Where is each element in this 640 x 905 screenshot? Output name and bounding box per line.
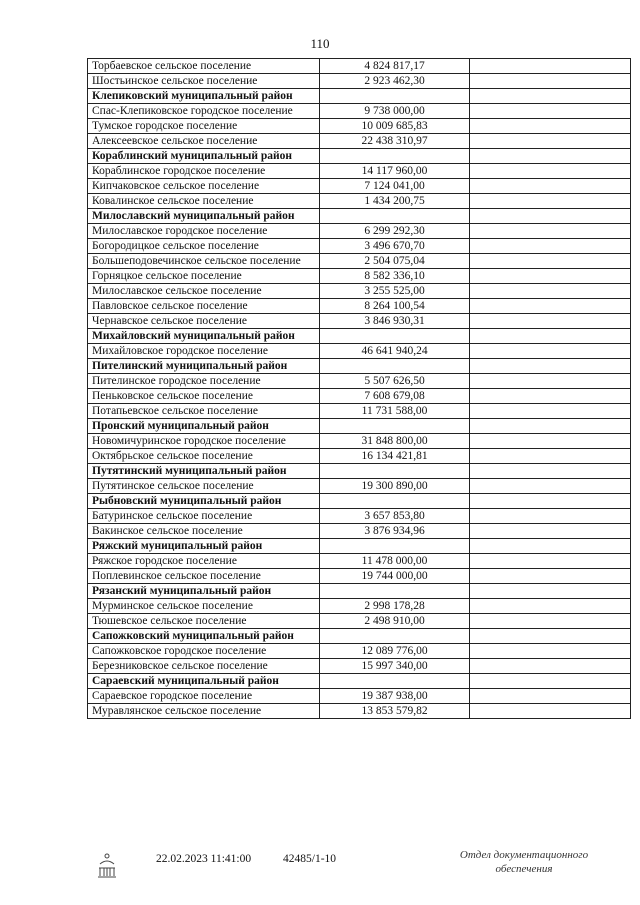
- settlement-name: Кораблинское городское поселение: [88, 164, 320, 179]
- footer-doc-number: 42485/1-10: [283, 853, 337, 865]
- empty-cell: [470, 119, 631, 134]
- empty-cell: [470, 434, 631, 449]
- table-row: [88, 104, 631, 119]
- empty-cell: [470, 344, 631, 359]
- empty-cell: [470, 329, 631, 344]
- settlement-name: Милославское городское поселение: [88, 224, 320, 239]
- table-row: [88, 404, 631, 419]
- budget-table: [87, 58, 631, 719]
- settlement-name: Милославское сельское поселение: [88, 284, 320, 299]
- settlement-name: Большеподовечинское сельское поселение: [88, 254, 320, 269]
- amount-cell: 8 264 100,54: [320, 299, 470, 314]
- district-name: Милославский муниципальный район: [88, 209, 320, 224]
- amount-cell: 12 089 776,00: [320, 644, 470, 659]
- district-name: Сараевский муниципальный район: [88, 674, 320, 689]
- amount-cell: 11 731 588,00: [320, 404, 470, 419]
- table-row: [88, 599, 631, 614]
- amount-cell: 19 744 000,00: [320, 569, 470, 584]
- table-row: [88, 239, 631, 254]
- amount-cell: 22 438 310,97: [320, 134, 470, 149]
- amount-cell: [320, 584, 470, 599]
- settlement-name: Березниковское сельское поселение: [88, 659, 320, 674]
- settlement-name: Шостьинское сельское поселение: [88, 74, 320, 89]
- district-name: Ряжский муниципальный район: [88, 539, 320, 554]
- district-row: [88, 419, 631, 434]
- settlement-name: Поплевинское сельское поселение: [88, 569, 320, 584]
- district-row: [88, 674, 631, 689]
- empty-cell: [470, 224, 631, 239]
- empty-cell: [470, 554, 631, 569]
- amount-cell: 3 255 525,00: [320, 284, 470, 299]
- amount-cell: 3 876 934,96: [320, 524, 470, 539]
- table-row: [88, 179, 631, 194]
- settlement-name: Павловское сельское поселение: [88, 299, 320, 314]
- table-row: [88, 119, 631, 134]
- amount-cell: 9 738 000,00: [320, 104, 470, 119]
- table-row: [88, 134, 631, 149]
- amount-cell: [320, 209, 470, 224]
- settlement-name: Чернавское сельское поселение: [88, 314, 320, 329]
- amount-cell: 6 299 292,30: [320, 224, 470, 239]
- empty-cell: [470, 704, 631, 719]
- amount-cell: 7 124 041,00: [320, 179, 470, 194]
- amount-cell: [320, 494, 470, 509]
- district-row: [88, 329, 631, 344]
- table-row: [88, 479, 631, 494]
- empty-cell: [470, 584, 631, 599]
- district-row: [88, 149, 631, 164]
- table-row: [88, 614, 631, 629]
- empty-cell: [470, 479, 631, 494]
- footer-department-line1: Отдел документационного: [459, 849, 589, 861]
- footer-department: [444, 848, 604, 876]
- empty-cell: [470, 659, 631, 674]
- amount-cell: [320, 89, 470, 104]
- empty-cell: [470, 254, 631, 269]
- amount-cell: 11 478 000,00: [320, 554, 470, 569]
- empty-cell: [470, 524, 631, 539]
- empty-cell: [470, 74, 631, 89]
- empty-cell: [470, 509, 631, 524]
- settlement-name: Новомичуринское городское поселение: [88, 434, 320, 449]
- settlement-name: Кипчаковское сельское поселение: [88, 179, 320, 194]
- table-row: [88, 224, 631, 239]
- district-name: Путятинский муниципальный район: [88, 464, 320, 479]
- amount-cell: 4 824 817,17: [320, 59, 470, 74]
- district-row: [88, 89, 631, 104]
- settlement-name: Торбаевское сельское поселение: [88, 59, 320, 74]
- table-row: [88, 284, 631, 299]
- settlement-name: Потапьевское сельское поселение: [88, 404, 320, 419]
- table-row: [88, 449, 631, 464]
- amount-cell: 5 507 626,50: [320, 374, 470, 389]
- empty-cell: [470, 689, 631, 704]
- settlement-name: Октябрьское сельское поселение: [88, 449, 320, 464]
- settlement-name: Тюшевское сельское поселение: [88, 614, 320, 629]
- table-row: [88, 314, 631, 329]
- settlement-name: Спас-Клепиковское городское поселение: [88, 104, 320, 119]
- empty-cell: [470, 59, 631, 74]
- settlement-name: Пеньковское сельское поселение: [88, 389, 320, 404]
- empty-cell: [470, 419, 631, 434]
- district-row: [88, 629, 631, 644]
- table-row: [88, 704, 631, 719]
- settlement-name: Батуринское сельское поселение: [88, 509, 320, 524]
- footer-department-line2: обеспечения: [495, 863, 553, 875]
- amount-cell: [320, 464, 470, 479]
- amount-cell: 3 657 853,80: [320, 509, 470, 524]
- district-row: [88, 539, 631, 554]
- empty-cell: [470, 239, 631, 254]
- empty-cell: [470, 194, 631, 209]
- footer-timestamp: 22.02.2023 11:41:00: [156, 853, 252, 865]
- empty-cell: [470, 299, 631, 314]
- amount-cell: [320, 149, 470, 164]
- table-row: [88, 434, 631, 449]
- empty-cell: [470, 269, 631, 284]
- settlement-name: Муравлянское сельское поселение: [88, 704, 320, 719]
- empty-cell: [470, 209, 631, 224]
- table-row: [88, 389, 631, 404]
- empty-cell: [470, 134, 631, 149]
- empty-cell: [470, 449, 631, 464]
- settlement-name: Горняцкое сельское поселение: [88, 269, 320, 284]
- table-row: [88, 344, 631, 359]
- district-row: [88, 494, 631, 509]
- amount-cell: 2 504 075,04: [320, 254, 470, 269]
- empty-cell: [470, 314, 631, 329]
- settlement-name: Мурминское сельское поселение: [88, 599, 320, 614]
- empty-cell: [470, 389, 631, 404]
- amount-cell: 19 300 890,00: [320, 479, 470, 494]
- settlement-name: Алексеевское сельское поселение: [88, 134, 320, 149]
- empty-cell: [470, 599, 631, 614]
- empty-cell: [470, 284, 631, 299]
- empty-cell: [470, 149, 631, 164]
- table-row: [88, 164, 631, 179]
- settlement-name: Ряжское городское поселение: [88, 554, 320, 569]
- district-name: Пронский муниципальный район: [88, 419, 320, 434]
- table-row: [88, 569, 631, 584]
- amount-cell: [320, 419, 470, 434]
- table-row: [88, 194, 631, 209]
- amount-cell: 10 009 685,83: [320, 119, 470, 134]
- table-row: [88, 644, 631, 659]
- amount-cell: 16 134 421,81: [320, 449, 470, 464]
- settlement-name: Путятинское сельское поселение: [88, 479, 320, 494]
- table-row: [88, 254, 631, 269]
- district-row: [88, 209, 631, 224]
- district-row: [88, 464, 631, 479]
- settlement-name: Ковалинское сельское поселение: [88, 194, 320, 209]
- empty-cell: [470, 674, 631, 689]
- settlement-name: Тумское городское поселение: [88, 119, 320, 134]
- amount-cell: [320, 329, 470, 344]
- empty-cell: [470, 359, 631, 374]
- table-body: [88, 59, 631, 719]
- settlement-name: Вакинское сельское поселение: [88, 524, 320, 539]
- table-row: [88, 659, 631, 674]
- empty-cell: [470, 464, 631, 479]
- settlement-name: Сараевское городское поселение: [88, 689, 320, 704]
- amount-cell: 8 582 336,10: [320, 269, 470, 284]
- empty-cell: [470, 179, 631, 194]
- amount-cell: 2 998 178,28: [320, 599, 470, 614]
- amount-cell: 15 997 340,00: [320, 659, 470, 674]
- empty-cell: [470, 494, 631, 509]
- amount-cell: 2 498 910,00: [320, 614, 470, 629]
- empty-cell: [470, 89, 631, 104]
- district-name: Сапожковский муниципальный район: [88, 629, 320, 644]
- settlement-name: Пителинское городское поселение: [88, 374, 320, 389]
- table-row: [88, 509, 631, 524]
- amount-cell: 31 848 800,00: [320, 434, 470, 449]
- amount-cell: 19 387 938,00: [320, 689, 470, 704]
- empty-cell: [470, 569, 631, 584]
- table-row: [88, 524, 631, 539]
- settlement-name: Богородицкое сельское поселение: [88, 239, 320, 254]
- amount-cell: [320, 359, 470, 374]
- page-number: 110: [310, 36, 330, 51]
- amount-cell: 3 846 930,31: [320, 314, 470, 329]
- amount-cell: [320, 674, 470, 689]
- empty-cell: [470, 404, 631, 419]
- amount-cell: [320, 629, 470, 644]
- empty-cell: [470, 104, 631, 119]
- emblem-icon: [96, 852, 118, 880]
- table-row: [88, 269, 631, 284]
- amount-cell: 13 853 579,82: [320, 704, 470, 719]
- amount-cell: 46 641 940,24: [320, 344, 470, 359]
- district-name: Рязанский муниципальный район: [88, 584, 320, 599]
- district-name: Михайловский муниципальный район: [88, 329, 320, 344]
- amount-cell: 7 608 679,08: [320, 389, 470, 404]
- amount-cell: [320, 539, 470, 554]
- district-row: [88, 359, 631, 374]
- district-name: Кораблинский муниципальный район: [88, 149, 320, 164]
- amount-cell: 3 496 670,70: [320, 239, 470, 254]
- table-row: [88, 374, 631, 389]
- empty-cell: [470, 614, 631, 629]
- table-row: [88, 689, 631, 704]
- settlement-name: Сапожковское городское поселение: [88, 644, 320, 659]
- settlement-name: Михайловское городское поселение: [88, 344, 320, 359]
- table-row: [88, 59, 631, 74]
- table-row: [88, 554, 631, 569]
- district-row: [88, 584, 631, 599]
- table-row: [88, 299, 631, 314]
- district-name: Рыбновский муниципальный район: [88, 494, 320, 509]
- empty-cell: [470, 629, 631, 644]
- empty-cell: [470, 644, 631, 659]
- empty-cell: [470, 539, 631, 554]
- table-row: [88, 74, 631, 89]
- empty-cell: [470, 164, 631, 179]
- amount-cell: 14 117 960,00: [320, 164, 470, 179]
- district-name: Пителинский муниципальный район: [88, 359, 320, 374]
- amount-cell: 2 923 462,30: [320, 74, 470, 89]
- district-name: Клепиковский муниципальный район: [88, 89, 320, 104]
- empty-cell: [470, 374, 631, 389]
- amount-cell: 1 434 200,75: [320, 194, 470, 209]
